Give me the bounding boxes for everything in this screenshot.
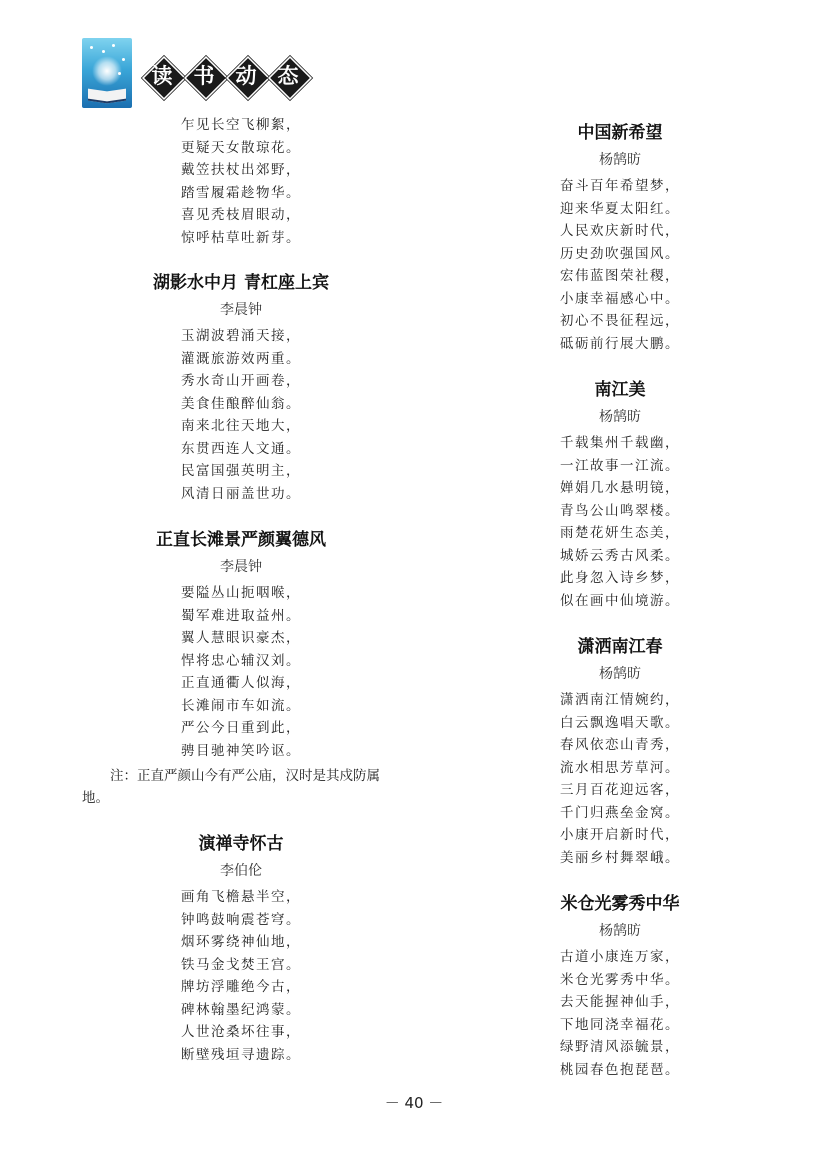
- poem-line: 白云飘逸唱天歌。: [560, 714, 680, 731]
- title-diamond: 动: [228, 58, 264, 94]
- poem-line: 千载集州千载幽，: [560, 435, 680, 451]
- poem: [510, 632, 730, 869]
- poem-line: 踏雪履霜趁物华。: [181, 184, 301, 201]
- poem-line: 骋目驰神笑吟讴。: [181, 742, 301, 759]
- poem-line: 去天能握神仙手，: [560, 994, 680, 1010]
- page-number: － 40 －: [384, 1094, 444, 1112]
- poem-line: 碑林翰墨纪鸿蒙。: [181, 1001, 301, 1018]
- poem-line: 奋斗百年希望梦，: [560, 178, 680, 194]
- intro-poem-lines: [82, 114, 400, 249]
- poem-line: 潇洒南江情婉约，: [560, 692, 680, 708]
- poem-title: 南江美: [594, 380, 646, 400]
- poem-title: 湖影水中月 青杠座上宾: [153, 273, 329, 293]
- poem-line: 断壁残垣寻遗踪。: [181, 1046, 301, 1063]
- poem-author: 杨鹄昉: [599, 409, 641, 425]
- poem-line: 迎来华夏太阳红。: [560, 200, 680, 217]
- left-column: [82, 110, 400, 1066]
- poem-lines: [510, 946, 730, 1081]
- poem-lines: [82, 886, 400, 1066]
- poem-line: 人民欢庆新时代，: [560, 223, 680, 239]
- poem-title: 正直长滩景严颜翼德风: [156, 530, 326, 550]
- poem-line: 古道小康连万家，: [560, 949, 680, 965]
- poem-author: 杨鹄昉: [599, 152, 641, 168]
- poem-line: 宏伟蓝图荣社稷，: [560, 268, 680, 284]
- poem-lines: [510, 175, 730, 355]
- poem-line: 乍见长空飞柳絮，: [181, 117, 301, 133]
- poem-author: 李晨钟: [220, 559, 262, 575]
- poem: [510, 889, 730, 1081]
- poem-line: 悍将忠心辅汉刘。: [181, 652, 301, 669]
- poem-line: 千门归燕垒金窝。: [560, 804, 680, 821]
- poem: [82, 525, 400, 809]
- poem-title: 演禅寺怀古: [198, 834, 284, 854]
- poem-line: 惊呼枯草吐新芽。: [181, 229, 301, 246]
- poem-line: 长滩闹市车如流。: [181, 697, 301, 714]
- poem-line: 钟鸣鼓响震苍穹。: [181, 911, 301, 928]
- poem-line: 春风依恋山青秀，: [560, 737, 680, 753]
- section-title: [144, 54, 312, 98]
- title-diamond: 书: [186, 58, 222, 94]
- poem-line: 戴笠扶杖出郊野，: [181, 162, 301, 178]
- title-diamond: 态: [270, 58, 306, 94]
- poem-line: 美丽乡村舞翠峨。: [560, 849, 680, 866]
- poem-line: 正直通衢人似海，: [181, 675, 301, 691]
- poem-note: 注：正直严颜山今有严公庙，汉时是其戍防属地。: [82, 768, 380, 806]
- poem-lines: [82, 325, 400, 505]
- poem-line: 城娇云秀古风柔。: [560, 547, 680, 564]
- poem-line: 桃园春色抱琵琶。: [560, 1061, 680, 1078]
- poem-line: 下地同浇幸福花。: [560, 1016, 680, 1033]
- poem-line: 喜见秃枝眉眼动，: [181, 207, 301, 223]
- poem-line: 砥砺前行展大鹏。: [560, 335, 680, 352]
- poem-line: 灌溉旅游效两重。: [181, 350, 301, 367]
- poem-line: 初心不畏征程远，: [560, 313, 680, 329]
- poem: [510, 118, 730, 355]
- poem-author: 李晨钟: [220, 302, 262, 318]
- poem-line: 小康幸福感心中。: [560, 290, 680, 307]
- poem: [82, 829, 400, 1066]
- poem-line: 民富国强英明主，: [181, 463, 301, 479]
- poem-line: 东贯西连人文通。: [181, 440, 301, 457]
- poem-title: 米仓光雾秀中华: [560, 894, 680, 914]
- poem-lines: [510, 689, 730, 869]
- poem-line: 翼人慧眼识豪杰，: [181, 630, 301, 646]
- poem-line: 风清日丽盖世功。: [181, 485, 301, 502]
- poem-line: 蜀军难进取益州。: [181, 607, 301, 624]
- poem-line: 严公今日重到此，: [181, 720, 301, 736]
- right-column: [510, 110, 730, 1081]
- poem-line: 雨楚花妍生态美，: [560, 525, 680, 541]
- poem-line: 此身忽入诗乡梦，: [560, 570, 680, 586]
- open-book-icon: [82, 38, 132, 108]
- poem-lines: [82, 582, 400, 762]
- poem-line: 小康开启新时代，: [560, 827, 680, 843]
- poem-line: 似在画中仙境游。: [560, 592, 680, 609]
- poem-line: 青鸟公山鸣翠楼。: [560, 502, 680, 519]
- poem-line: 绿野清风添毓景，: [560, 1039, 680, 1055]
- poem-line: 画角飞檐悬半空，: [181, 889, 301, 905]
- section-header: [82, 38, 322, 110]
- poem-line: 更疑天女散琼花。: [181, 139, 301, 156]
- poem-line: 秀水奇山开画卷，: [181, 373, 301, 389]
- poem-line: 南来北往天地大，: [181, 418, 301, 434]
- poem-line: 流水相思芳草河。: [560, 759, 680, 776]
- poem-title: 中国新希望: [577, 123, 663, 143]
- poem-line: 铁马金戈焚王宫。: [181, 956, 301, 973]
- poem: [82, 268, 400, 505]
- poem-line: 牌坊浮雕绝今古，: [181, 979, 301, 995]
- poem-line: 历史劲吹强国风。: [560, 245, 680, 262]
- poem-line: 烟环雾绕神仙地，: [181, 934, 301, 950]
- poem-line: 婵娟几水悬明镜，: [560, 480, 680, 496]
- poem-author: 李伯伦: [220, 863, 262, 879]
- poem-line: 美食佳酿醉仙翁。: [181, 395, 301, 412]
- poem-author: 杨鹄昉: [599, 666, 641, 682]
- poem-line: 一江故事一江流。: [560, 457, 680, 474]
- poem-line: 人世沧桑坏往事，: [181, 1024, 301, 1040]
- poem-title: 潇洒南江春: [577, 637, 663, 657]
- poem-lines: [510, 432, 730, 612]
- poem-line: 玉湖波碧涌天接，: [181, 328, 301, 344]
- poem-line: 要隘丛山扼咽喉，: [181, 585, 301, 601]
- poem-line: 三月百花迎远客，: [560, 782, 680, 798]
- poem-line: 米仓光雾秀中华。: [560, 971, 680, 988]
- poem-author: 杨鹄昉: [599, 923, 641, 939]
- title-diamond: 读: [144, 58, 180, 94]
- poem: [510, 375, 730, 612]
